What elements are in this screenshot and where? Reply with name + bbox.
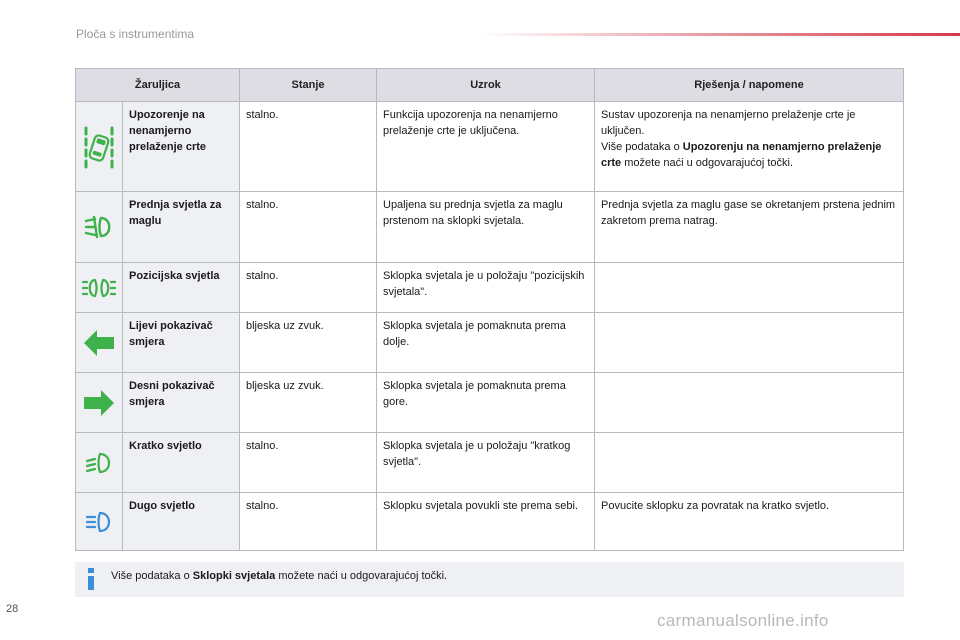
page-number: 28 bbox=[6, 603, 19, 615]
lamp-state: stalno. bbox=[240, 263, 377, 313]
info-note-text bbox=[111, 570, 447, 582]
column-header-state: Stanje bbox=[240, 69, 377, 102]
warning-lamps-table bbox=[75, 68, 904, 551]
info-text: Više podataka o bbox=[111, 570, 193, 582]
note-text: Povucite sklopku za povratak na kratko svjetlo. bbox=[601, 500, 830, 512]
lamp-name: Dugo svjetlo bbox=[123, 493, 240, 551]
info-reference: Sklopki svjetala bbox=[192, 570, 276, 582]
page-header-title: Ploča s instrumentima bbox=[76, 27, 195, 41]
table-row bbox=[76, 313, 904, 373]
lamp-state: stalno. bbox=[240, 433, 377, 493]
table-row bbox=[76, 433, 904, 493]
lamp-state: stalno. bbox=[240, 192, 377, 263]
note-text: Prednja svjetla za maglu gase se okretanjem prstena jednim zakretom prema natrag. bbox=[601, 199, 896, 227]
lamp-note bbox=[595, 373, 904, 433]
info-note-box bbox=[75, 562, 904, 597]
dipped-beam-icon bbox=[76, 433, 123, 493]
lamp-cause: Upaljena su prednja svjetla za maglu prstenom na sklopki svjetala. bbox=[377, 192, 595, 263]
info-icon bbox=[87, 568, 95, 590]
lamp-name: Pozicijska svjetla bbox=[123, 263, 240, 313]
table-row bbox=[76, 263, 904, 313]
lamp-note bbox=[595, 192, 904, 263]
table-row bbox=[76, 373, 904, 433]
lamp-state: stalno. bbox=[240, 493, 377, 551]
lamp-name: Lijevi pokazivač smjera bbox=[123, 313, 240, 373]
lamp-note bbox=[595, 493, 904, 551]
front-fog-lights-icon bbox=[76, 192, 123, 263]
sidelights-icon bbox=[76, 263, 123, 313]
lamp-cause: Funkcija upozorenja na nenamjerno prelaženje crte je uključena. bbox=[377, 102, 595, 192]
lamp-cause: Sklopka svjetala je pomaknuta prema gore. bbox=[377, 373, 595, 433]
lamp-cause: Sklopka svjetala je u položaju "pozicijskih svjetala". bbox=[377, 263, 595, 313]
column-header-notes: Rješenja / napomene bbox=[595, 69, 904, 102]
lamp-name: Prednja svjetla za maglu bbox=[123, 192, 240, 263]
table-row bbox=[76, 102, 904, 192]
lamp-cause: Sklopku svjetala povukli ste prema sebi. bbox=[377, 493, 595, 551]
lamp-state: stalno. bbox=[240, 102, 377, 192]
lamp-name: Upozorenje na nenamjerno prelaženje crte bbox=[123, 102, 240, 192]
lamp-state: bljeska uz zvuk. bbox=[240, 313, 377, 373]
main-beam-icon bbox=[76, 493, 123, 551]
lamp-note bbox=[595, 263, 904, 313]
info-text-end: možete naći u odgovarajućoj točki. bbox=[275, 570, 448, 582]
lamp-note bbox=[595, 313, 904, 373]
table-row bbox=[76, 493, 904, 551]
lamp-name: Desni pokazivač smjera bbox=[123, 373, 240, 433]
note-text-end: možete naći u odgovarajućoj točki. bbox=[621, 157, 794, 169]
lamp-name: Kratko svjetlo bbox=[123, 433, 240, 493]
lamp-note bbox=[595, 102, 904, 192]
header-decoration-line bbox=[480, 33, 960, 36]
table-row bbox=[76, 192, 904, 263]
lane-departure-warning-icon bbox=[76, 102, 123, 192]
column-header-lamp: Žaruljica bbox=[76, 69, 240, 102]
note-text: Sustav upozorenja na nenamjerno prelaženje crte je uključen. Više podataka o bbox=[601, 109, 856, 153]
lamp-state: bljeska uz zvuk. bbox=[240, 373, 377, 433]
note-reference: Upozorenju na nenamjerno prelaženje crte bbox=[601, 141, 882, 169]
left-arrow-icon bbox=[76, 313, 123, 373]
watermark: carmanualsonline.info bbox=[657, 611, 829, 630]
lamp-cause: Sklopka svjetala je u položaju "kratkog svjetla". bbox=[377, 433, 595, 493]
table-header-row bbox=[76, 69, 904, 102]
lamp-cause: Sklopka svjetala je pomaknuta prema dolje. bbox=[377, 313, 595, 373]
right-arrow-icon bbox=[76, 373, 123, 433]
lamp-note bbox=[595, 433, 904, 493]
column-header-cause: Uzrok bbox=[377, 69, 595, 102]
